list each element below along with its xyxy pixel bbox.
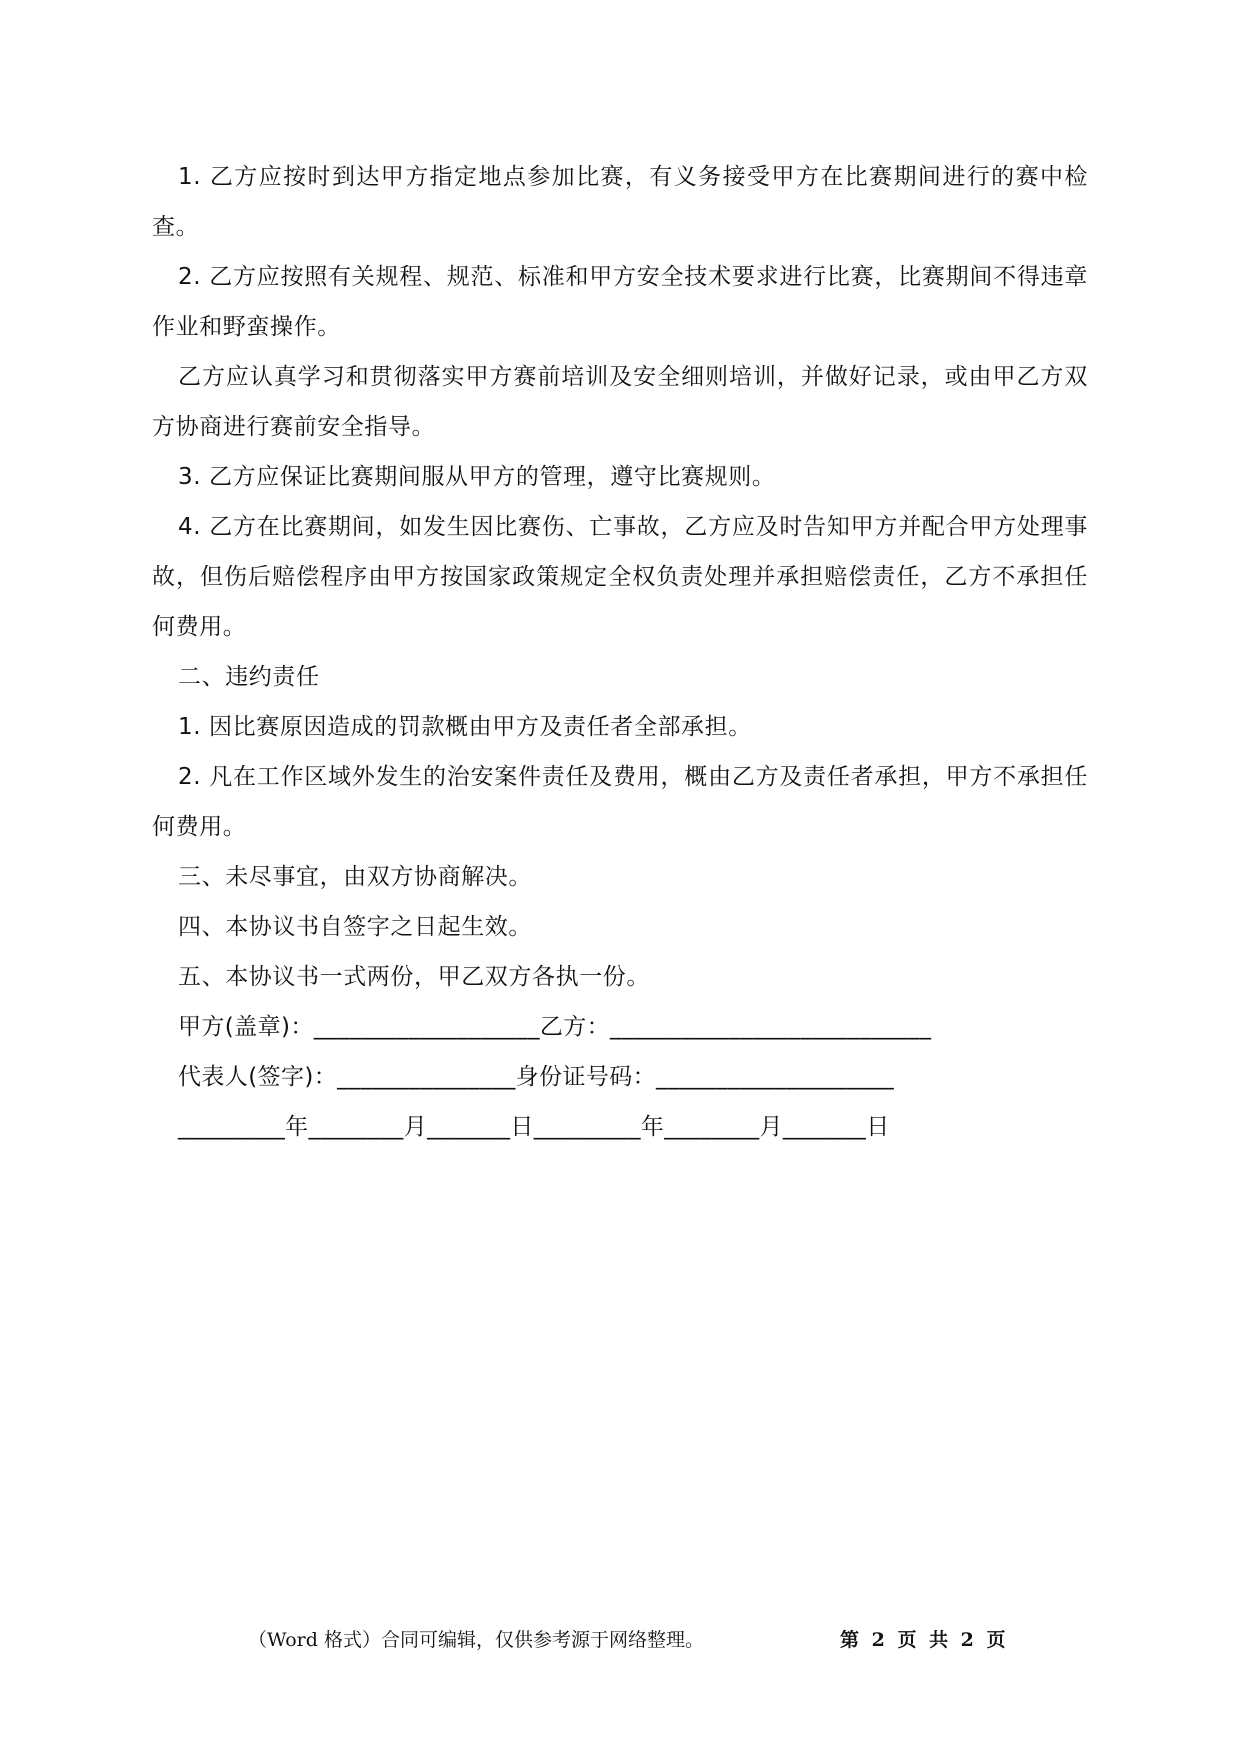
clause-paragraph: 4. 乙方在比赛期间，如发生因比赛伤、亡事故，乙方应及时告知甲方并配合甲方处理事故，但伤后赔偿程序由甲方按国家政策规定全权负责处理并承担赔偿责任，乙方不承担任何费用。: [152, 514, 1088, 640]
clause-paragraph: 2. 乙方应按照有关规程、规范、标准和甲方安全技术要求进行比赛，比赛期间不得违章作业和野蛮操作。: [152, 264, 1088, 340]
clause-paragraph: 乙方应认真学习和贯彻落实甲方赛前培训及安全细则培训，并做好记录，或由甲乙方双方协商进行赛前安全指导。: [152, 364, 1088, 440]
signature-row-parties: 甲方(盖章)：___________________乙方：___________________________: [178, 1014, 932, 1040]
signature-row-representative: 代表人(签字)：_______________身份证号码：____________________: [178, 1064, 895, 1090]
clause-paragraph: 1. 乙方应按时到达甲方指定地点参加比赛，有义务接受甲方在比赛期间进行的赛中检查。: [152, 164, 1088, 240]
footer-note: （Word 格式）合同可编辑，仅供参考源于网络整理。: [248, 1629, 704, 1651]
clause-paragraph: 三、未尽事宜，由双方协商解决。: [178, 864, 532, 890]
clause-paragraph: 四、本协议书自签字之日起生效。: [178, 914, 532, 940]
page-indicator: 第 2 页 共 2 页: [840, 1629, 1009, 1651]
contract-body: [152, 152, 1088, 1152]
clause-paragraph: 2. 凡在工作区域外发生的治安案件责任及费用，概由乙方及责任者承担，甲方不承担任何费用。: [152, 764, 1088, 840]
section-heading: 二、违约责任: [178, 664, 320, 690]
clause-paragraph: 五、本协议书一式两份，甲乙双方各执一份。: [178, 964, 650, 990]
clause-paragraph: 3. 乙方应保证比赛期间服从甲方的管理，遵守比赛规则。: [178, 464, 776, 490]
signature-row-dates: _________年________月_______日_________年________月_______日: [178, 1114, 890, 1140]
clause-paragraph: 1. 因比赛原因造成的罚款概由甲方及责任者全部承担。: [178, 714, 752, 740]
